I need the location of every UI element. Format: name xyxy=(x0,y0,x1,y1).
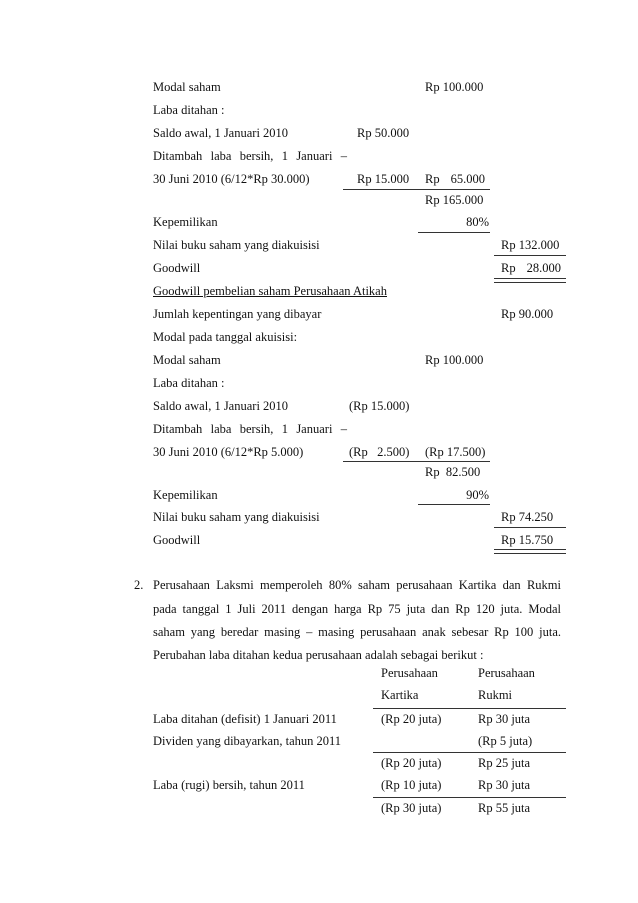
p2-row-1-rukmi: Rp 30 juta xyxy=(478,712,531,726)
s2-goodwill-label: Goodwill xyxy=(153,533,201,547)
p2-row-5-rukmi: Rp 55 juta xyxy=(478,801,531,815)
s2-double-rule xyxy=(494,549,566,554)
s2-modal-akuisisi-label: Modal pada tanggal akuisisi: xyxy=(153,330,298,344)
s1-rule-2 xyxy=(418,232,490,233)
s2-laba-ditahan-label: Laba ditahan : xyxy=(153,376,225,390)
problem-line-2: pada tanggal 1 Juli 2011 dengan harga Rp 75 juta dan Rp 120 juta. Modal xyxy=(153,602,561,616)
s1-saldo-awal-label: Saldo awal, 1 Januari 2010 xyxy=(153,126,289,140)
s2-laba-bersih-label: 30 Juni 2010 (6/12*Rp 5.000) xyxy=(153,445,304,459)
problem-line-3: saham yang beredar masing – masing perusahaan anak sebesar Rp 100 juta. xyxy=(153,625,561,639)
s2-jumlah-label: Jumlah kepentingan yang dibayar xyxy=(153,307,322,321)
s2-subtotal-value: (Rp 17.500) xyxy=(425,445,486,459)
p2-row-3-rukmi: Rp 25 juta xyxy=(478,756,531,770)
col-rukmi-header-1: Perusahaan xyxy=(478,666,535,680)
s2-modal-saham-label: Modal saham xyxy=(153,353,221,367)
s1-laba-bersih-value: Rp 15.000 xyxy=(357,172,410,186)
p2-row-4-kartika: (Rp 10 juta) xyxy=(381,778,442,792)
s2-goodwill-value: Rp 15.750 xyxy=(501,533,554,547)
p2-rule-header xyxy=(373,708,566,709)
p2-row-2-label: Dividen yang dibayarkan, tahun 2011 xyxy=(153,734,342,748)
s2-saldo-awal-value: (Rp 15.000) xyxy=(349,399,410,413)
s1-goodwill-rp: Rp xyxy=(501,261,516,275)
problem-line-1: Perusahaan Laksmi memperoleh 80% saham perusahaan Kartika dan Rukmi xyxy=(153,578,561,592)
p2-rule-3 xyxy=(373,797,566,798)
s2-rule-2 xyxy=(418,504,490,505)
s1-goodwill-label: Goodwill xyxy=(153,261,201,275)
problem-number: 2. xyxy=(134,578,144,592)
s2-jumlah-value: Rp 90.000 xyxy=(501,307,554,321)
s1-double-rule xyxy=(494,278,566,283)
col-kartika-header-2: Kartika xyxy=(381,688,419,702)
s1-goodwill-value: 28.000 xyxy=(526,261,561,275)
p2-row-4-label: Laba (rugi) bersih, tahun 2011 xyxy=(153,778,305,792)
s1-modal-saham-value: Rp 100.000 xyxy=(425,80,484,94)
s1-nilai-buku-label: Nilai buku saham yang diakuisisi xyxy=(153,238,320,252)
s1-subtotal-value: 65.000 xyxy=(450,172,485,186)
s2-total-equity-value: Rp 82.500 xyxy=(425,465,481,479)
s2-kepemilikan-value: 90% xyxy=(466,488,489,502)
s1-ditambah-label: Ditambah laba bersih, 1 Januari – xyxy=(153,149,347,163)
s2-laba-bersih-value: (Rp 2.500) xyxy=(349,445,410,459)
s1-total-equity-value: Rp 165.000 xyxy=(425,193,484,207)
p2-row-3-kartika: (Rp 20 juta) xyxy=(381,756,442,770)
s1-laba-ditahan-label: Laba ditahan : xyxy=(153,103,225,117)
s2-saldo-awal-label: Saldo awal, 1 Januari 2010 xyxy=(153,399,289,413)
s2-title: Goodwill pembelian saham Perusahaan Atikah xyxy=(153,284,387,298)
s1-rule-1 xyxy=(343,189,490,190)
s1-modal-saham-label: Modal saham xyxy=(153,80,221,94)
p2-row-1-label: Laba ditahan (defisit) 1 Januari 2011 xyxy=(153,712,337,726)
s2-rule-3 xyxy=(494,527,566,528)
s1-kepemilikan-label: Kepemilikan xyxy=(153,215,218,229)
p2-rule-2 xyxy=(373,752,566,753)
s1-laba-bersih-label: 30 Juni 2010 (6/12*Rp 30.000) xyxy=(153,172,310,186)
s1-rule-3 xyxy=(494,255,566,256)
s2-rule-1 xyxy=(343,461,490,462)
s1-subtotal-rp: Rp xyxy=(425,172,440,186)
s2-nilai-buku-label: Nilai buku saham yang diakuisisi xyxy=(153,510,320,524)
col-kartika-header-1: Perusahaan xyxy=(381,666,438,680)
p2-row-1-kartika: (Rp 20 juta) xyxy=(381,712,442,726)
s1-saldo-awal-value: Rp 50.000 xyxy=(357,126,410,140)
s2-ditambah-label: Ditambah laba bersih, 1 Januari – xyxy=(153,422,347,436)
s1-nilai-buku-value: Rp 132.000 xyxy=(501,238,560,252)
p2-row-2-rukmi: (Rp 5 juta) xyxy=(478,734,533,748)
s2-nilai-buku-value: Rp 74.250 xyxy=(501,510,554,524)
p2-row-5-kartika: (Rp 30 juta) xyxy=(381,801,442,815)
p2-row-4-rukmi: Rp 30 juta xyxy=(478,778,531,792)
problem-line-4: Perubahan laba ditahan kedua perusahaan adalah sebagai berikut : xyxy=(153,648,484,662)
s1-kepemilikan-value: 80% xyxy=(466,215,489,229)
s2-modal-saham-value: Rp 100.000 xyxy=(425,353,484,367)
col-rukmi-header-2: Rukmi xyxy=(478,688,513,702)
s2-kepemilikan-label: Kepemilikan xyxy=(153,488,218,502)
